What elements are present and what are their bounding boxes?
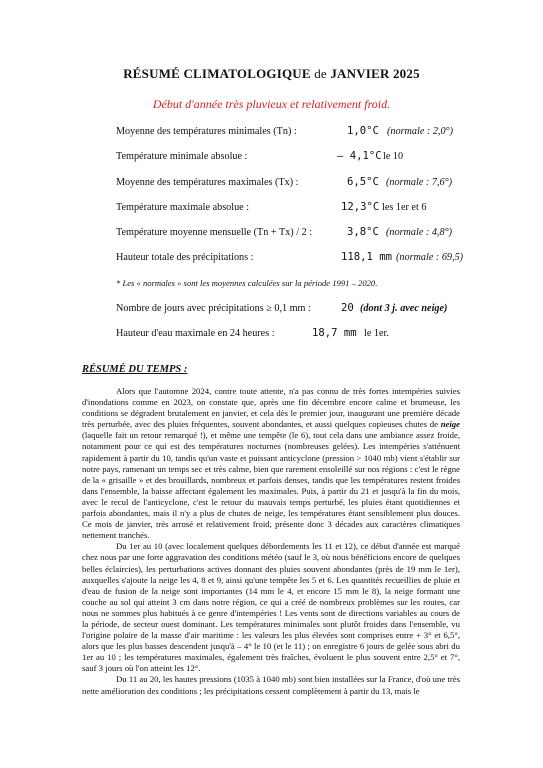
stat-label: Température minimale absolue : <box>116 151 248 162</box>
stat-row-tn <box>0 126 543 140</box>
stat-row-rain-days <box>0 303 543 317</box>
stat-normal: (normale : 69,5) <box>396 252 464 263</box>
paragraph: Du 1er au 10 (avec localement quelques débordements les 11 et 12), ce début d'année est marqué chez nous par une forte aggravation des conditions météo (sauf le 3, où nous bénéficions encore de quelques belles éclaircies), les perturbations actives donnant des pluies souvent abondantes (près de 19 mm le 1er), auxquelles s'ajoute la neige les 4, 8 et 9, ainsi qu'une tempête les 5 et 6. Les quantités recueillies de pluie et d'eau de fusion de la neige sont importantes (14 mm le 4, et encore 15 mm le 8), la neige formant une couche au sol qui atteint 3 cm dans notre région, ce qui a créé de nombreux problèmes sur les routes, car nous ne sommes plus habitués à ce genre d'intempéries ! Les vents sont de directions variables au cours de la période, de secteur ouest dominant. Les températures minimales sont plutôt froides dans l'ensemble, vu l'origine polaire de la masse d'air maritime : les valeurs les plus élevées sont comprises entre + 3° et 6,5°, alors que les plus basses descendent jusqu'à – 4° le 10 (et le 11) ; on enregistre 6 jours de gelée sous abri du 1er au 10 ; les températures maximales, également très fraîches, évoluent le plus souvent entre 2,5° et 7°, sauf 3 jours où l'on atteint les 12°. <box>82 541 460 674</box>
stat-label: Hauteur totale des précipitations : <box>116 252 254 263</box>
stat-value: 12,3°C <box>341 201 380 213</box>
stat-value: 6,5°C <box>347 176 379 188</box>
title-left: RÉSUMÉ CLIMATOLOGIQUE <box>123 66 311 81</box>
stat-snow-days: (dont 3 j. avec neige) <box>360 303 448 314</box>
summary-heading: RÉSUMÉ DU TEMPS : <box>82 364 188 375</box>
stat-normal: (normale : 2,0°) <box>387 126 454 137</box>
normals-footnote: * Les « normales » sont les moyennes calculées sur la période 1991 – 2020. <box>116 278 378 288</box>
stat-value: 118,1 mm <box>341 251 393 263</box>
stat-value: – 4,1°C <box>337 150 382 162</box>
page-title <box>0 66 543 82</box>
stat-date: le 10 <box>383 151 404 162</box>
stat-label: Moyenne des températures minimales (Tn) : <box>116 126 297 137</box>
stat-row-tmoy <box>0 227 543 241</box>
stat-label: Nombre de jours avec précipitations ≥ 0,1 mm : <box>116 303 311 314</box>
stat-label: Hauteur d'eau maximale en 24 heures : <box>116 328 275 339</box>
title-month: JANVIER 2025 <box>330 66 420 81</box>
stat-label: Moyenne des températures maximales (Tx) : <box>116 177 299 188</box>
summary-text <box>82 386 460 697</box>
stat-value: 20 <box>341 302 354 314</box>
subtitle: Début d'année très pluvieux et relativement froid. <box>152 97 391 111</box>
stat-row-max24h <box>0 328 543 342</box>
stat-row-precip <box>0 252 543 266</box>
paragraph: Alors que l'automne 2024, contre toute attente, n'a pas connu de très fortes intempéries suivies d'inondations comme en 2023, on constate que, après une fin décembre encore calme et brumeuse, les conditions se dégradent brutalement en janvier, et cela dès le premier jour, inaugurant une première décade très perturbée, avec des pluies fréquentes, souvent abondantes, et aussi quelques copieuses chutes de neige (laquelle fait un retour remarqué !), et même une tempête (le 6), tout cela dans une ambiance assez froide, notamment pour ce qui est des températures nocturnes (nombreuses gelées). Les intempéries s'atténuent rapidement à partir du 10, tandis qu'un vaste et puissant anticyclone (pression > 1040 mb) vient s'établir sur notre pays, ramenant un temps sec et très calme, bien que rarement ensoleillé sur nos régions : c'est le règne de la « grisaille » et des brouillards, nombreux et parfois denses, tandis que les températures restent froides dans l'ensemble, la baisse affectant également les maximales. Puis, à partir du 21 et jusqu'à la fin du mois, avec le recul de l'anticyclone, c'est le retour du mauvais temps perturbé, les pluies étant quotidiennes et parfois abondantes, mais il n'y a plus de chutes de neige, les températures étant sensiblement plus douces. Ce mois de janvier, très arrosé et relativement froid, présente donc 3 décades aux caractères climatiques nettement tranchés. <box>82 386 460 541</box>
stat-label: Température maximale absolue : <box>116 202 250 213</box>
stat-row-tx <box>0 177 543 191</box>
stat-date: les 1er et 6 <box>382 202 427 213</box>
title-mid: de <box>314 66 327 81</box>
paragraph: Du 11 au 20, les hautes pressions (1035 à 1040 mb) sont bien installées sur la France, d'où une très nette amélioration des conditions ; les précipitations cessent complètement à partir du 13, mais le <box>82 674 460 696</box>
stat-date: le 1er. <box>364 328 389 339</box>
stat-label: Température moyenne mensuelle (Tn + Tx) / 2 : <box>116 227 313 238</box>
stat-row-tmin-abs <box>0 151 543 165</box>
snow-emphasis: neige <box>440 419 460 430</box>
stat-normal: (normale : 4,8°) <box>386 227 453 238</box>
stat-value: 18,7 mm <box>312 327 357 339</box>
stat-value: 3,8°C <box>347 226 379 238</box>
stat-value: 1,0°C <box>347 125 379 137</box>
stat-normal: (normale : 7,6°) <box>386 177 453 188</box>
stat-row-tmax-abs <box>0 202 543 216</box>
